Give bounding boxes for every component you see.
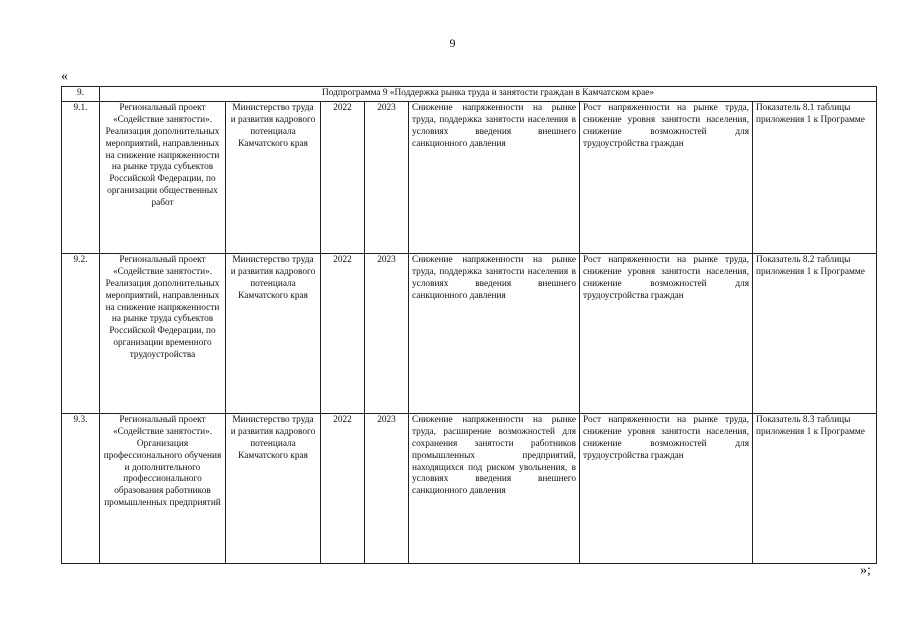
measure-name: Региональный проект «Содействие занятости». Реализация дополнительных мероприятий, направленных на снижение напряженности на рынке труда субъектов Российской Федерации, по организации общественных работ	[100, 101, 226, 253]
table-row	[62, 413, 877, 563]
page-number: 9	[449, 36, 456, 50]
expected-result: Снижение напряженности на рынке труда, поддержка занятости населения в условиях введения внешнего санкционного давления	[409, 101, 580, 253]
start-year: 2022	[321, 413, 365, 563]
table-row	[62, 101, 877, 253]
end-year: 2023	[365, 253, 409, 413]
opening-quote-mark: «	[61, 69, 68, 84]
closing-quote-mark: »;	[860, 563, 871, 578]
indicator-link: Показатель 8.1 таблицы приложения 1 к Программе	[753, 101, 877, 253]
measure-name: Региональный проект «Содействие занятости». Реализация дополнительных мероприятий, направленных на снижение напряженности на рынке труда субъектов Российской Федерации, по организации временного трудоустройства	[100, 253, 226, 413]
responsible-executor: Министерство труда и развития кадрового потенциала Камчатского края	[226, 101, 321, 253]
end-year: 2023	[365, 101, 409, 253]
expected-result: Снижение напряженности на рынке труда, поддержка занятости населения в условиях введения внешнего санкционного давления	[409, 253, 580, 413]
program-table	[61, 86, 877, 564]
indicator-link: Показатель 8.3 таблицы приложения 1 к Программе	[753, 413, 877, 563]
consequence-of-non-implementation: Рост напряженности на рынке труда, снижение уровня занятости населения, снижение возможностей для трудоустройства граждан	[580, 253, 753, 413]
consequence-of-non-implementation: Рост напряженности на рынке труда, снижение уровня занятости населения, снижение возможностей для трудоустройства граждан	[580, 413, 753, 563]
expected-result: Снижение напряженности на рынке труда, расширение возможностей для сохранения занятости работников промышленных предприятий, находящихся под риском увольнения, в условиях введения внешнего санкционного давления	[409, 413, 580, 563]
row-number: 9.1.	[62, 101, 100, 253]
responsible-executor: Министерство труда и развития кадрового потенциала Камчатского края	[226, 253, 321, 413]
section-number: 9.	[62, 87, 100, 102]
section-header-row	[62, 87, 877, 102]
end-year: 2023	[365, 413, 409, 563]
indicator-link: Показатель 8.2 таблицы приложения 1 к Программе	[753, 253, 877, 413]
consequence-of-non-implementation: Рост напряженности на рынке труда, снижение уровня занятости населения, снижение возможностей для трудоустройства граждан	[580, 101, 753, 253]
measure-name: Региональный проект «Содействие занятости». Организация профессионального обучения и дополнительного профессионального образования работников промышленных предприятий	[100, 413, 226, 563]
start-year: 2022	[321, 253, 365, 413]
table-row	[62, 253, 877, 413]
row-number: 9.3.	[62, 413, 100, 563]
start-year: 2022	[321, 101, 365, 253]
row-number: 9.2.	[62, 253, 100, 413]
section-title: Подпрограмма 9 «Поддержка рынка труда и занятости граждан в Камчатском крае»	[100, 87, 877, 102]
responsible-executor: Министерство труда и развития кадрового потенциала Камчатского края	[226, 413, 321, 563]
